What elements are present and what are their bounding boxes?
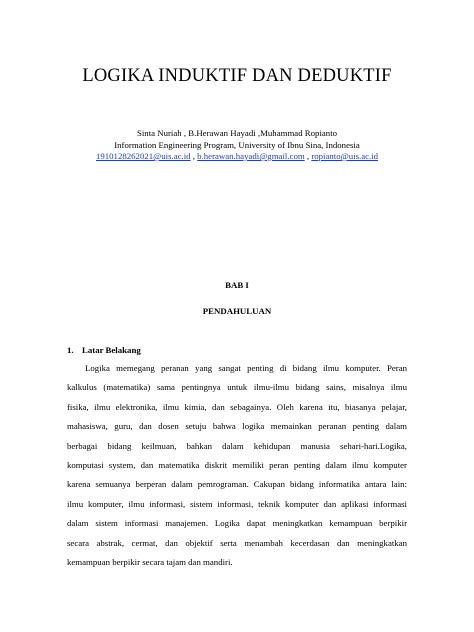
paper-title: LOGIKA INDUKTIF DAN DEDUKTIF <box>82 66 392 86</box>
chapter-label: BAB I <box>225 280 249 290</box>
section-heading <box>67 345 141 355</box>
body-line: mahasiswa, guru, dan dosen setuju bahwa logika memainkan peranan penting dalam <box>67 421 407 432</box>
body-line: Logika memegang peranan yang sangat penting di bidang ilmu komputer. Peran <box>85 363 407 373</box>
body-line: kalkulus (matematika) sama pentingnya untuk ilmu-ilmu bidang sains, misalnya ilmu <box>67 382 407 393</box>
body-paragraph <box>67 362 407 575</box>
author-block <box>0 128 474 163</box>
email-separator: , <box>304 151 312 161</box>
chapter-title: PENDAHULUAN <box>202 306 272 316</box>
body-line: berbagai bidang keilmuan, bahkan dalam kehidupan manusia sehari-hari.Logika, <box>67 440 407 451</box>
body-line: komputasi system, dan matematika diskrit memiliki peran penting dalam ilmu komputer <box>67 459 407 470</box>
section-title: Latar Belakang <box>82 345 141 355</box>
body-line: ilmu komputer, ilmu informasi, sistem informasi, teknik komputer dan aplikasi informasi <box>67 498 407 509</box>
author-affiliation: Information Engineering Program, University of Ibnu Sina, Indonesia <box>114 139 360 150</box>
email-link-3[interactable]: ropianto@uis.ac.id <box>311 151 379 161</box>
section-number: 1. <box>67 345 74 355</box>
body-line: fisika, ilmu elektronika, ilmu kimia, dan sebagainya. Oleh karena itu, biasanya pelajar, <box>67 401 407 412</box>
body-line: karena semuanya berperan dalam pemrograman. Cakupan bidang informatika antara lain: <box>67 479 407 490</box>
body-line: dalam sistem informasi manajemen. Logika dapat meningkatkan kemampuan berpikir <box>67 518 407 529</box>
body-line: secara abstrak, cermat, dan objektif serta menambah kecerdasan dan meningkatkan <box>67 537 407 548</box>
author-names: Sinta Nuriah , B.Herawan Hayadi ,Muhammad Ropianto <box>136 128 338 138</box>
email-link-1[interactable]: 1910128262021@uis.ac.id <box>95 151 191 161</box>
body-line: kemampuan berpikir secara tajam dan mandiri. <box>67 556 233 567</box>
email-link-2[interactable]: b.herawan.hayadi@gmail.com <box>197 151 305 161</box>
author-emails <box>0 151 474 163</box>
email-separator: , <box>190 151 198 161</box>
